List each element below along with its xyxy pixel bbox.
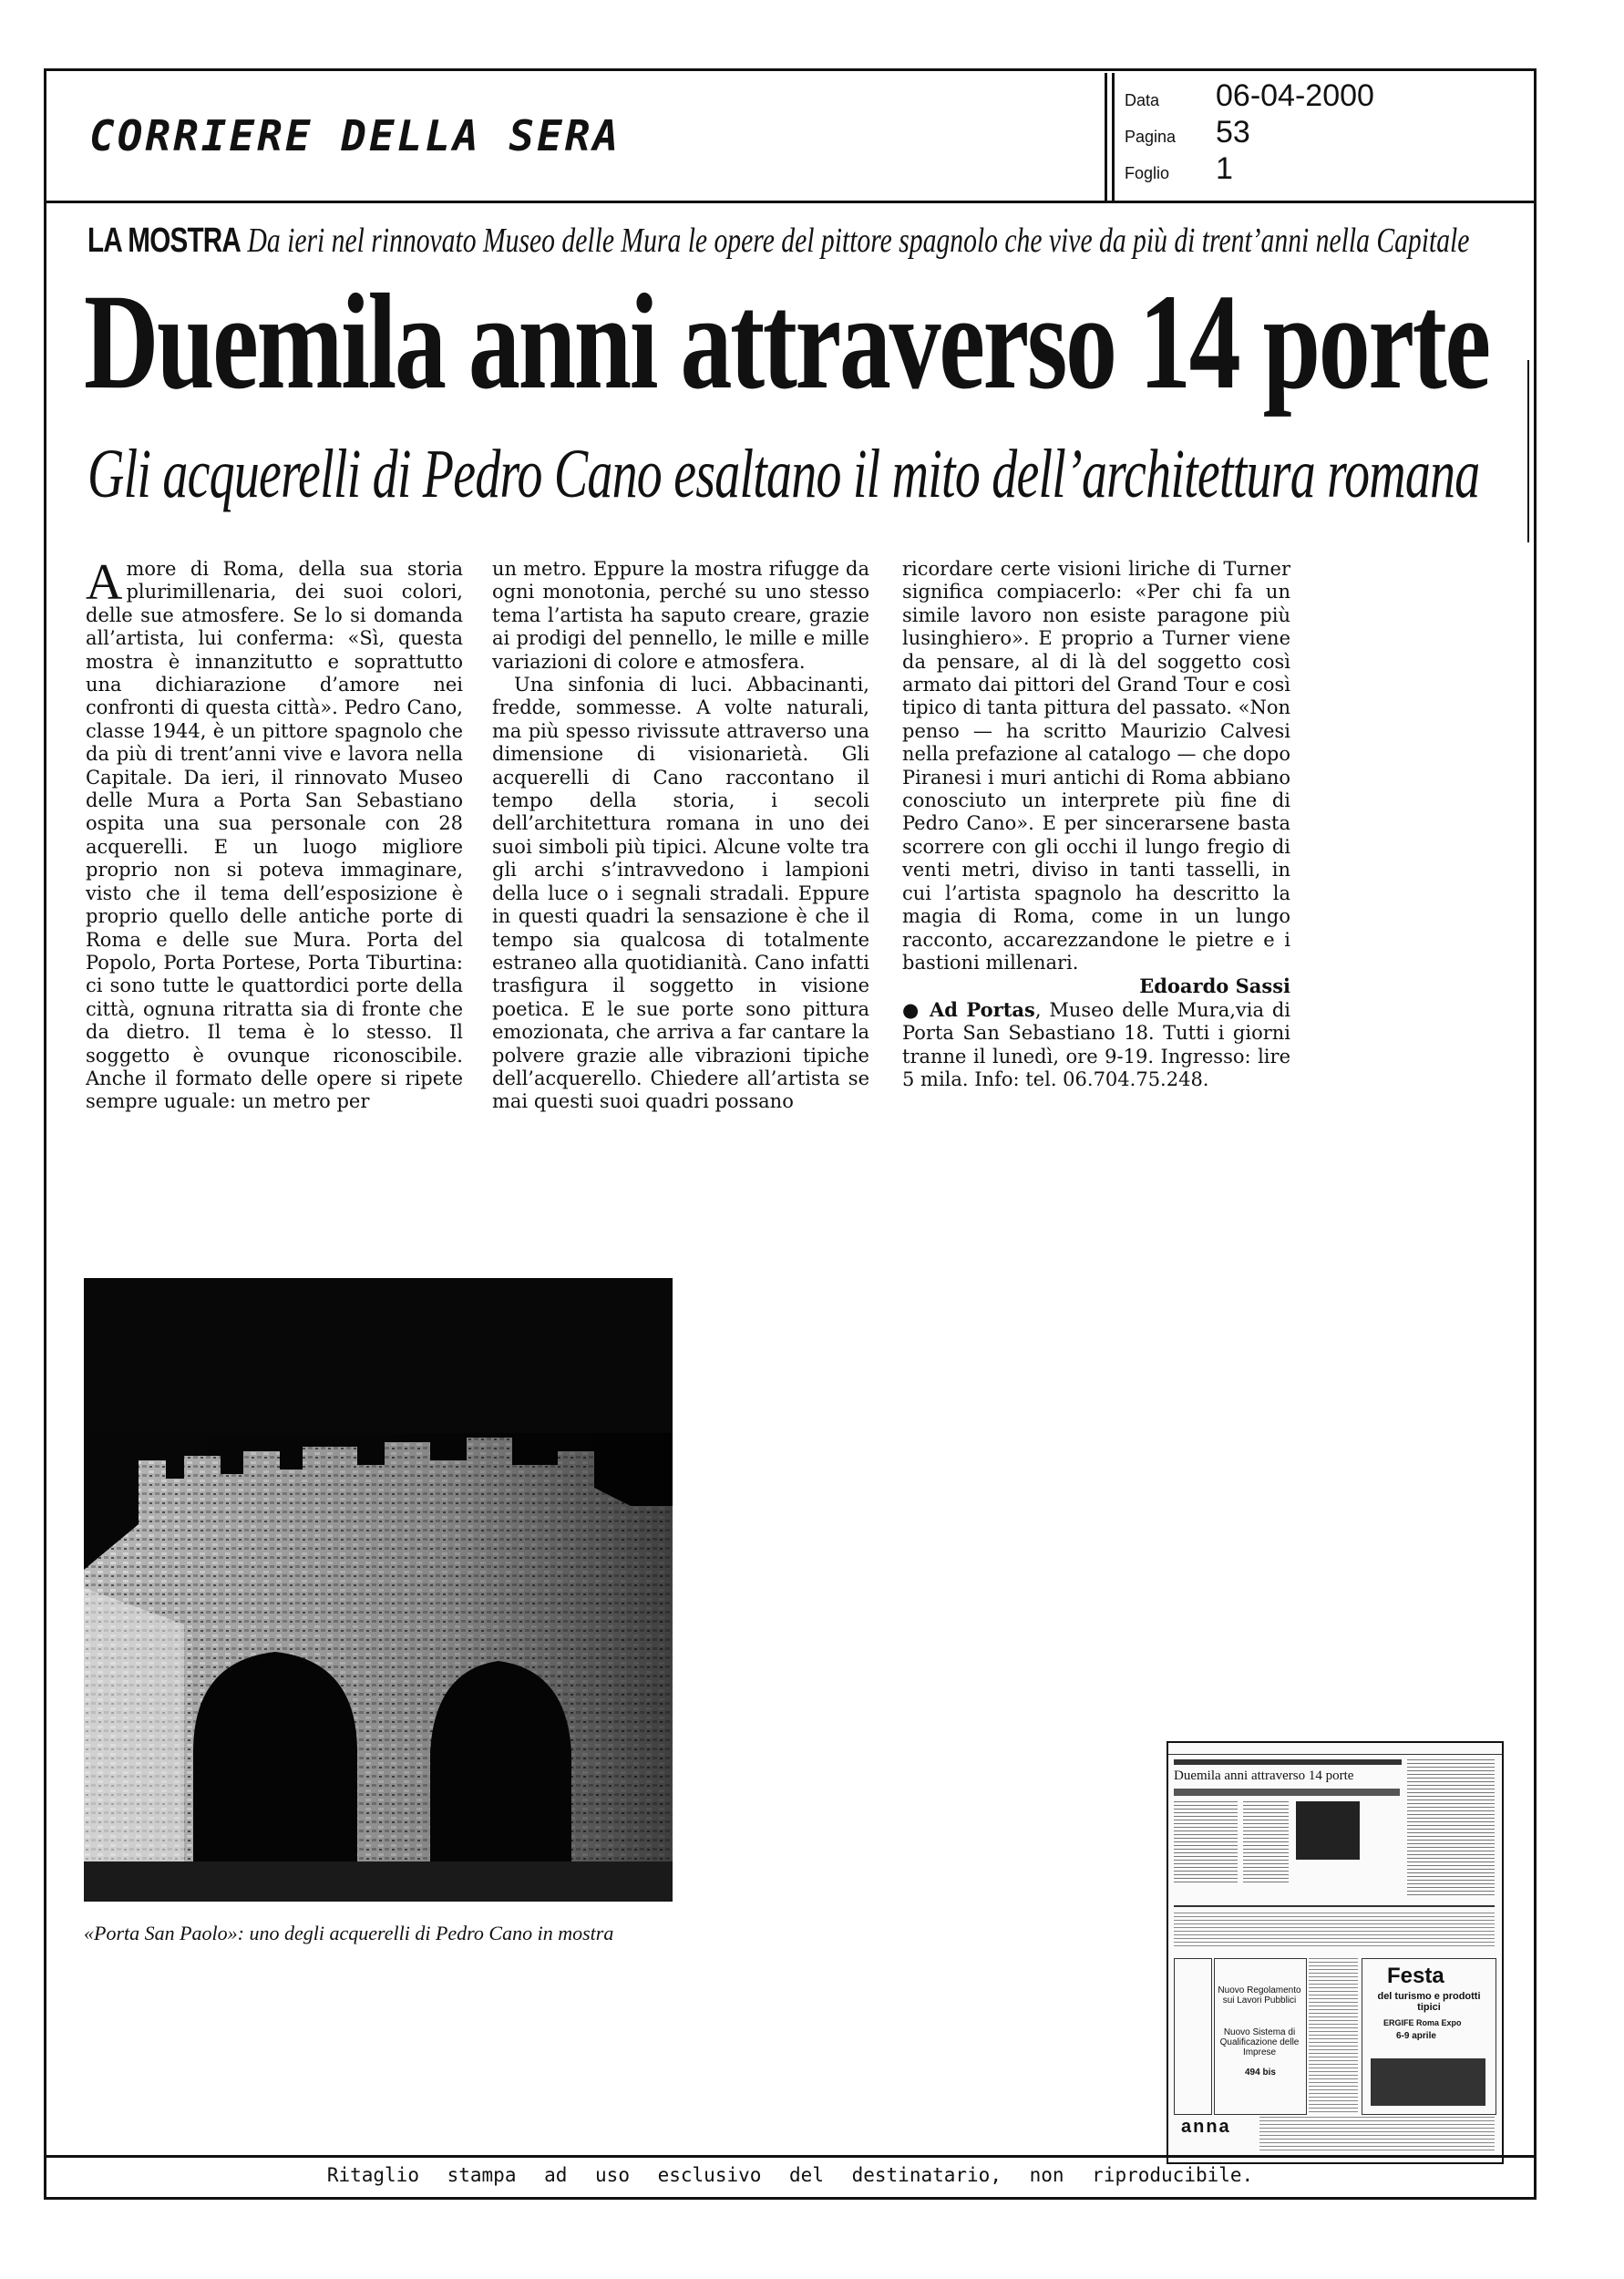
thumb-festa: Festa xyxy=(1387,1964,1444,1988)
exhibition-info xyxy=(902,998,1290,1092)
clipping-metadata xyxy=(1114,73,1524,201)
info-title: Ad Portas xyxy=(929,997,1035,1021)
thumb-ad-regolamento: Nuovo Regolamento sui Lavori Pubblici xyxy=(1218,1985,1301,2006)
porta-san-paolo-image xyxy=(84,1278,673,1902)
date-label: Data xyxy=(1125,91,1160,109)
column-rule xyxy=(1527,360,1529,542)
newspaper-name: CORRIERE DELLA SERA xyxy=(89,111,622,160)
painting-photo xyxy=(84,1278,673,1902)
page-label: Pagina xyxy=(1125,128,1177,146)
thumb-ad-sistema: Nuovo Sistema di Qualificazione delle Imprese xyxy=(1219,2027,1300,2057)
thumb-festa-place: ERGIFE Roma Expo xyxy=(1383,2018,1462,2027)
page-thumbnail xyxy=(1167,1741,1504,2164)
thumb-headline: Duemila anni attraverso 14 porte xyxy=(1174,1769,1354,1783)
kicker xyxy=(87,221,1470,261)
paragraph-2b: Una sinfonia di luci. Abbacinanti, fredde, sommesse. A volte naturali, ma più spesso rivissute attraverso una dimensione di visionarietà. Gli acquerelli di Cano raccontano il tempo della storia, i secoli dell’architettura romana in uno dei suoi simboli più tipici. Alcune volte tra gli archi s’intravvedono i lampioni della luce o i segnali stradali. Eppure in questi quadri la sensazione è che il tempo sia qualcosa di totalmente estraneo alla quotidianità. Cano infatti trasfigura il soggetto in visione poetica. E le sue porte sono pittura emozionata, che arriva a far cantare la polvere grazie alle vibrazioni tipiche dell’acquerello. Chiedere all’artista se mai questi suoi quadri possano xyxy=(492,674,869,1113)
footer-rule xyxy=(44,2155,1537,2158)
page-value: 53 xyxy=(1216,115,1250,150)
bullet-icon: ● xyxy=(902,997,930,1021)
masthead xyxy=(47,73,1107,201)
thumb-ad-494bis: 494 bis xyxy=(1245,2068,1276,2078)
sheet-value: 1 xyxy=(1216,151,1233,186)
thumb-festa-dates: 6-9 aprile xyxy=(1396,2031,1436,2041)
sheet-row xyxy=(1125,151,1233,187)
sheet-label: Foglio xyxy=(1125,164,1170,182)
kicker-tag: LA MOSTRA xyxy=(87,222,242,260)
photo-caption: «Porta San Paolo»: uno degli acquerelli di Pedro Cano in mostra xyxy=(84,1922,614,1944)
kicker-text: Da ieri nel rinnovato Museo delle Mura le opere del pittore spagnolo che vive da più di trent’anni nella Capitale xyxy=(247,222,1470,260)
drop-cap: A xyxy=(86,554,123,611)
paragraph-2a: un metro. Eppure la mostra rifugge da ogni monotonia, perché su uno stesso tema l’artista ha saputo creare, grazie ai prodigi del pennello, le mille e mille variazioni di colore e atmosfera. xyxy=(492,558,869,673)
thumb-festa-sub: del turismo e prodotti tipici xyxy=(1377,1991,1481,2013)
info-text: , Museo delle Mura,via di Porta San Sebastiano 18. Tutti i giorni tranne il lunedì, ore 9-19. Ingresso: lire 5 mila. Info: tel. 06.704.75.248. xyxy=(902,998,1291,1090)
author-signature: Edoardo Sassi xyxy=(1139,975,1290,998)
paragraph-3: ricordare certe visioni liriche di Turner significa compiacerlo: «Per chi fa un simile lavoro non esiste paragone più lusinghiero». E proprio a Turner viene da pensare, al di là del soggetto così armato dai pittori del Grand Tour e così tipico di tanta pittura del passato. «Non penso — ha scritto Maurizio Calvesi nella prefazione al catalogo — che dopo Piranesi i muri antichi di Roma abbiano conosciuto un interprete più fine di Pedro Cano». E per sincerarsene basta scorrere con gli occhi il lungo fregio di venti metri, diviso in tanti tasselli, in cui l’artista spagnolo ha descritto la magia di Roma, come in un lungo racconto, accarezzandone le pietre e i bastioni millenari. xyxy=(902,558,1290,974)
page-row xyxy=(1125,115,1250,150)
date-value: 06-04-2000 xyxy=(1216,78,1374,113)
article-column-2 xyxy=(492,558,869,1114)
article-column-1 xyxy=(86,554,463,1114)
footer-notice: Ritaglio stampa ad uso esclusivo del destinatario, non riproducibile. xyxy=(326,2164,1254,2186)
masthead-bottom-rule xyxy=(44,201,1537,203)
paragraph-1: more di Roma, della sua storia plurimillenaria, dei suoi colori, delle sue atmosfere. Se lo si domanda all’artista, lui conferma: «Sì, questa mostra è innanzitutto e soprattutto una dichiarazione d’amore nei confronti di questa città». Pedro Cano, classe 1944, è un pittore spagnolo che da più di trent’anni vive e lavora nella Capitale. Da ieri, il rinnovato Museo delle Mura a Porta San Sebastiano ospita una sua personale con 28 acquerelli. E un luogo migliore proprio non si poteva immaginare, visto che il tema dell’esposizione è proprio quello delle antiche porte di Roma e delle sue Mura. Porta del Popolo, Porta Portese, Porta Tiburtina: ci sono tutte le quattordici porte della città, ognuna ritratta sia di fronte che da dietro. Il tema è lo stesso. Il soggetto è ovunque riconoscibile. Anche il formato delle opere si ripete sempre uguale: un metro per xyxy=(86,558,463,1113)
subheadline: Gli acquerelli di Pedro Cano esaltano il mito dell’architettura romana xyxy=(87,436,1480,512)
headline: Duemila anni attraverso 14 porte xyxy=(84,266,1489,418)
thumb-anna-logo: anna xyxy=(1181,2117,1231,2137)
article-column-3 xyxy=(902,558,1290,1091)
date-row xyxy=(1125,78,1374,114)
